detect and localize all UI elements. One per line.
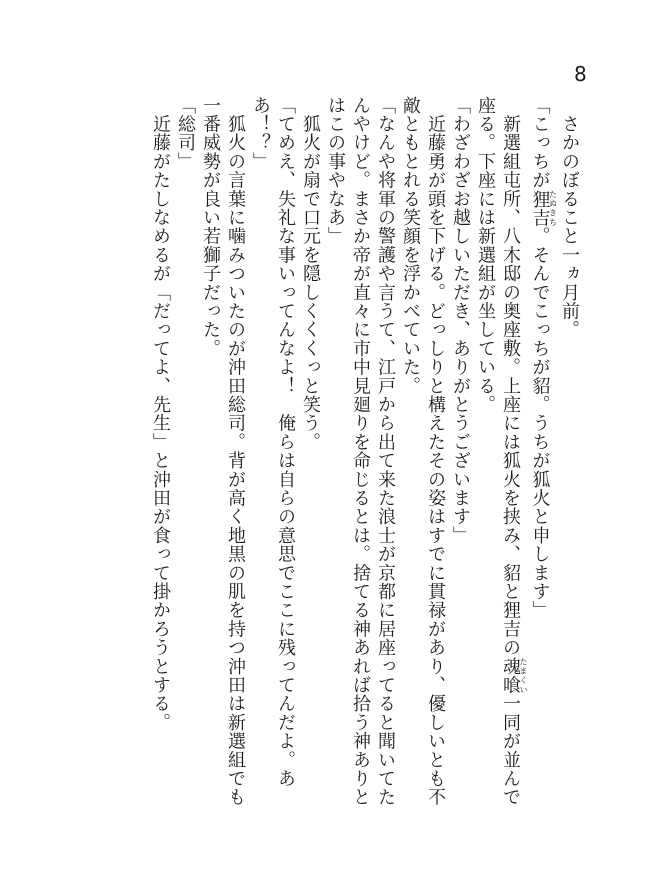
- text-line: 新選組屯所、八木邸の奥座敷。上座には狐火を挟み、貂と狸吉の魂喰たまくい一同が並んで: [500, 96, 528, 807]
- text-line: 「てめえ、失礼な事いってんなよ！ 俺らは自らの意思でここに残ってんだよ。あ: [275, 96, 296, 788]
- ruby-tanukichi: たぬきち: [548, 189, 558, 227]
- text-line: さかのぼること一ヵ月前。: [559, 96, 580, 340]
- text-line: 狐火の言葉に噛みついたのが沖田総司。背が高く地黒の肌を持つ沖田は新選組でも: [225, 96, 246, 807]
- text-line: 「わざわざお越しいただき、ありがとうございます」: [450, 96, 471, 545]
- text-line: あ！？」: [250, 96, 271, 171]
- novel-body-text: [148, 96, 582, 836]
- ruby-tamakui: たまくい: [519, 657, 528, 695]
- text-line: 近藤勇が頭を下げる。どっしりと構えたその姿はすでに貫禄があり、優しいとも不: [425, 96, 446, 807]
- page-number: 8: [574, 62, 587, 86]
- text-line: 座る。下座には新選組が坐している。: [475, 96, 496, 414]
- text-line: 近藤がたしなめるが「だってよ、先生」と沖田が食って掛かろうとする。: [150, 96, 171, 732]
- text-line: 「なんや将軍の警護や言うて、江戸から出て来た浪士が京都に居座ってると聞いてた: [375, 96, 396, 807]
- text-line: はこの事やなあ」: [325, 96, 346, 246]
- text-line: 「こっちが狸吉たぬきち。そんでこっちが貂。うちが狐火と申します」: [529, 96, 558, 620]
- text-line: 「総司」: [175, 96, 196, 171]
- text-line: んやけど。まさか帝が直々に市中見廻りを命じるとは。捨てる神あれば拾う神ありと: [350, 96, 371, 807]
- text-line: 一番威勢が良い若獅子だった。: [200, 96, 221, 358]
- text-line: 敵ともとれる笑顔を浮かべていた。: [400, 96, 421, 396]
- text-line: 狐火が扇で口元を隠しくくくっと笑う。: [300, 96, 321, 452]
